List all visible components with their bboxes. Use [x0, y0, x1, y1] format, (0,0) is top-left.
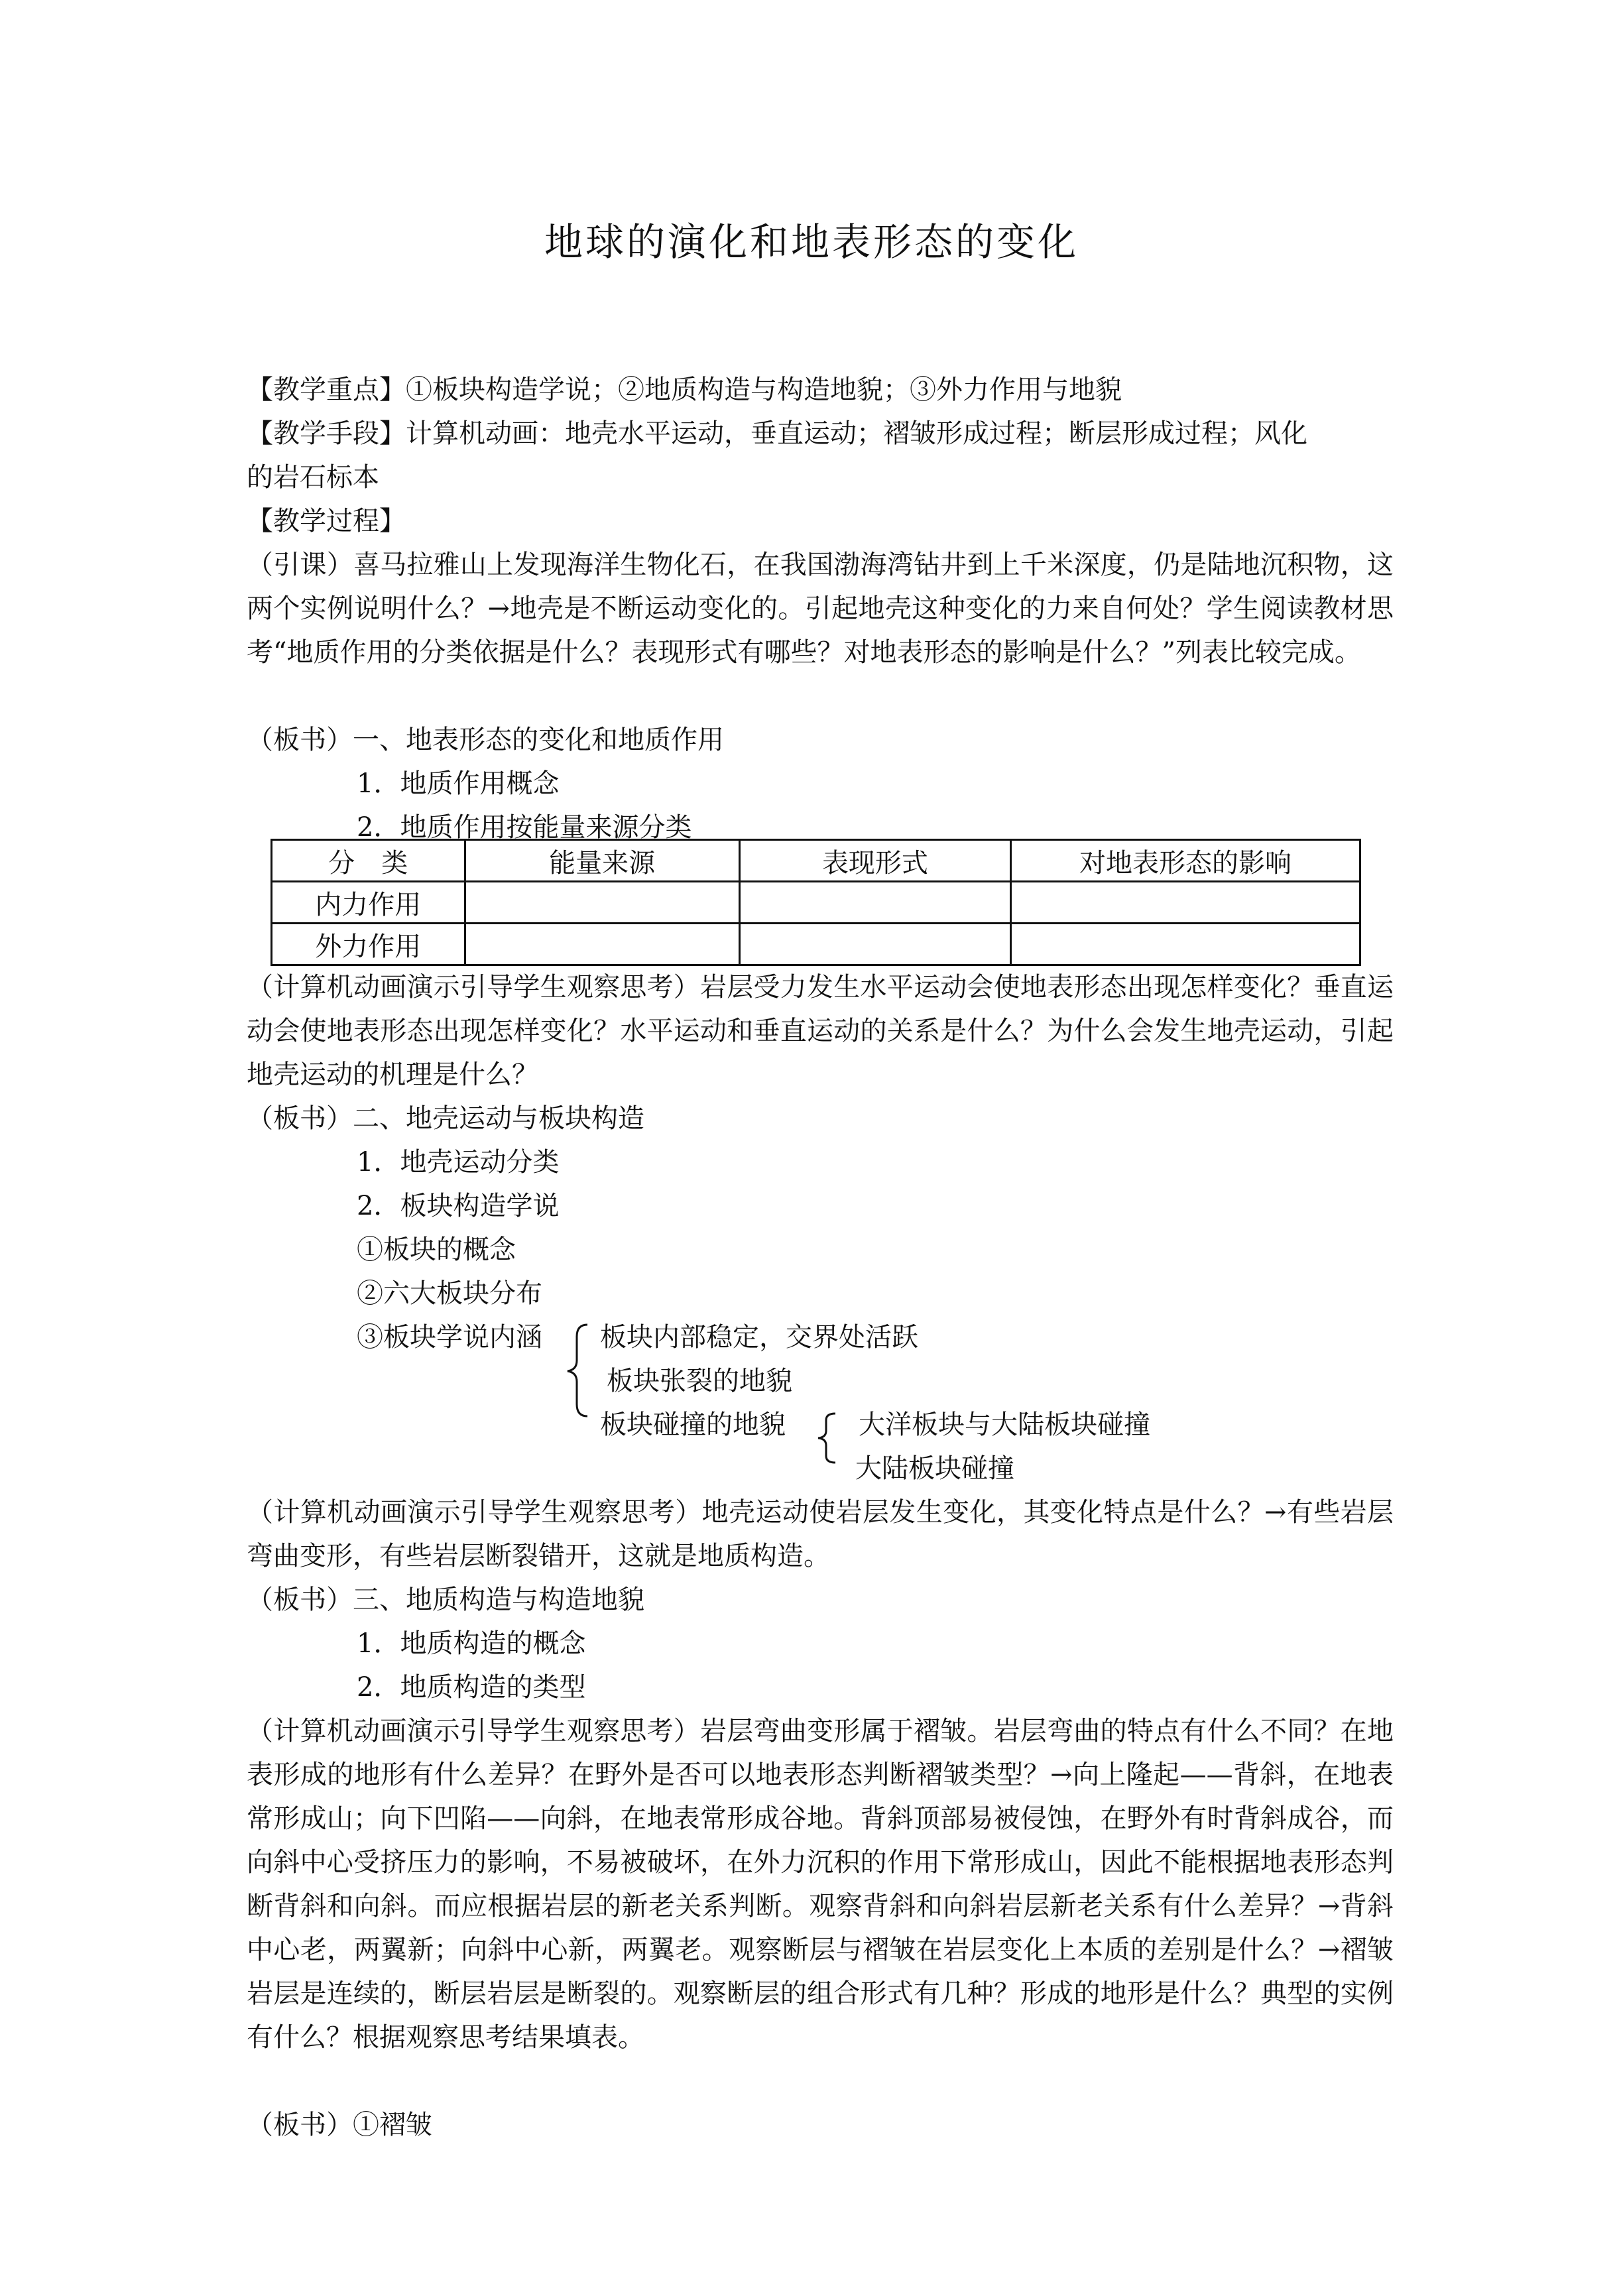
teaching-process-heading: 【教学过程】 [247, 506, 406, 536]
board2-item: 2．板块构造学说 [357, 1191, 560, 1221]
collision-item: 大陆板块碰撞 [855, 1453, 1014, 1484]
board3-item: 2．地质构造的类型 [357, 1672, 586, 1703]
teaching-means: 【教学手段】计算机动画：地壳水平运动，垂直运动；褶皱形成过程；断层形成过程；风化 [247, 418, 1307, 449]
table-header-cell: 对地表形态的影响 [1010, 840, 1360, 882]
plate-theory-label: ③板块学说内涵 [357, 1322, 542, 1353]
table-header-cell: 能量来源 [465, 840, 739, 882]
table-header-cell: 表现形式 [739, 840, 1010, 882]
table-cell [1010, 924, 1360, 965]
board3-item: 1．地质构造的概念 [357, 1628, 586, 1659]
plate-sub-item: 板块内部稳定，交界处活跃 [600, 1322, 918, 1353]
geologic-action-table [270, 839, 1361, 966]
table-cell [465, 882, 739, 924]
board1-item: 1．地质作用概念 [357, 768, 560, 799]
table-header-cell: 分 类 [272, 840, 465, 882]
board2-item: ②六大板块分布 [357, 1278, 542, 1309]
brace-icon [564, 1321, 590, 1420]
page-title: 地球的演化和地表形态的变化 [544, 219, 1079, 265]
collision-item: 大洋板块与大陆板块碰撞 [859, 1410, 1150, 1440]
board2-item: 1．地壳运动分类 [357, 1147, 560, 1178]
paragraph-2: （计算机动画演示引导学生观察思考）岩层受力发生水平运动会使地表形态出现怎样变化？垂直运动会使地表形态出现怎样变化？水平运动和垂直运动的关系是什么？为什么会发生地壳运动，引起地壳运动的机理是什么？ [247, 972, 1394, 1090]
table-row [272, 924, 1360, 965]
table-cell: 内力作用 [272, 882, 465, 924]
board-heading-4: （板书）①褶皱 [247, 2110, 432, 2140]
paragraph-3: （计算机动画演示引导学生观察思考）地壳运动使岩层发生变化，其变化特点是什么？→有些岩层弯曲变形，有些岩层断裂错开，这就是地质构造。 [247, 1497, 1394, 1571]
board-heading-1: （板书）一、地表形态的变化和地质作用 [247, 725, 724, 755]
teaching-means-cont: 的岩石标本 [247, 462, 379, 493]
board-heading-2: （板书）二、地壳运动与板块构造 [247, 1103, 644, 1134]
plate-sub-item: 板块张裂的地貌 [607, 1366, 792, 1396]
table-row [272, 882, 1360, 924]
intro-paragraph: （引课）喜马拉雅山上发现海洋生物化石，在我国渤海湾钻井到上千米深度，仍是陆地沉积物，这两个实例说明什么？→地壳是不断运动变化的。引起地壳这种变化的力来自何处？学生阅读教材思考“地质作用的分类依据是什么？表现形式有哪些？对地表形态的影响是什么？”列表比较完成。 [247, 550, 1394, 668]
table-cell: 外力作用 [272, 924, 465, 965]
board-heading-3: （板书）三、地质构造与构造地貌 [247, 1585, 644, 1615]
table-cell [739, 924, 1010, 965]
brace-icon [815, 1411, 838, 1465]
plate-sub-item: 板块碰撞的地貌 [600, 1410, 786, 1440]
teaching-focus: 【教学重点】①板块构造学说；②地质构造与构造地貌；③外力作用与地貌 [247, 375, 1122, 405]
table-cell [739, 882, 1010, 924]
board2-item: ①板块的概念 [357, 1235, 516, 1265]
paragraph-4: （计算机动画演示引导学生观察思考）岩层弯曲变形属于褶皱。岩层弯曲的特点有什么不同？在地表形成的地形有什么差异？在野外是否可以地表形态判断褶皱类型？→向上隆起——背斜，在地表常形成山；向下凹陷——向斜，在地表常形成谷地。背斜顶部易被侵蚀，在野外有时背斜成谷，而向斜中心受挤压力的影响，不易被破坏，在外力沉积的作用下常形成山，因此不能根据地表形态判断背斜和向斜。而应根据岩层的新老关系判断。观察背斜和向斜岩层新老关系有什么差异？→背斜中心老，两翼新；向斜中心新，两翼老。观察断层与褶皱在岩层变化上本质的差别是什么？→褶皱岩层是连续的，断层岩层是断裂的。观察断层的组合形式有几种？形成的地形是什么？典型的实例有什么？根据观察思考结果填表。 [247, 1716, 1394, 2053]
table-cell [465, 924, 739, 965]
board1-item: 2．地质作用按能量来源分类 [357, 812, 692, 843]
table-cell [1010, 882, 1360, 924]
table-header-row [272, 840, 1360, 882]
